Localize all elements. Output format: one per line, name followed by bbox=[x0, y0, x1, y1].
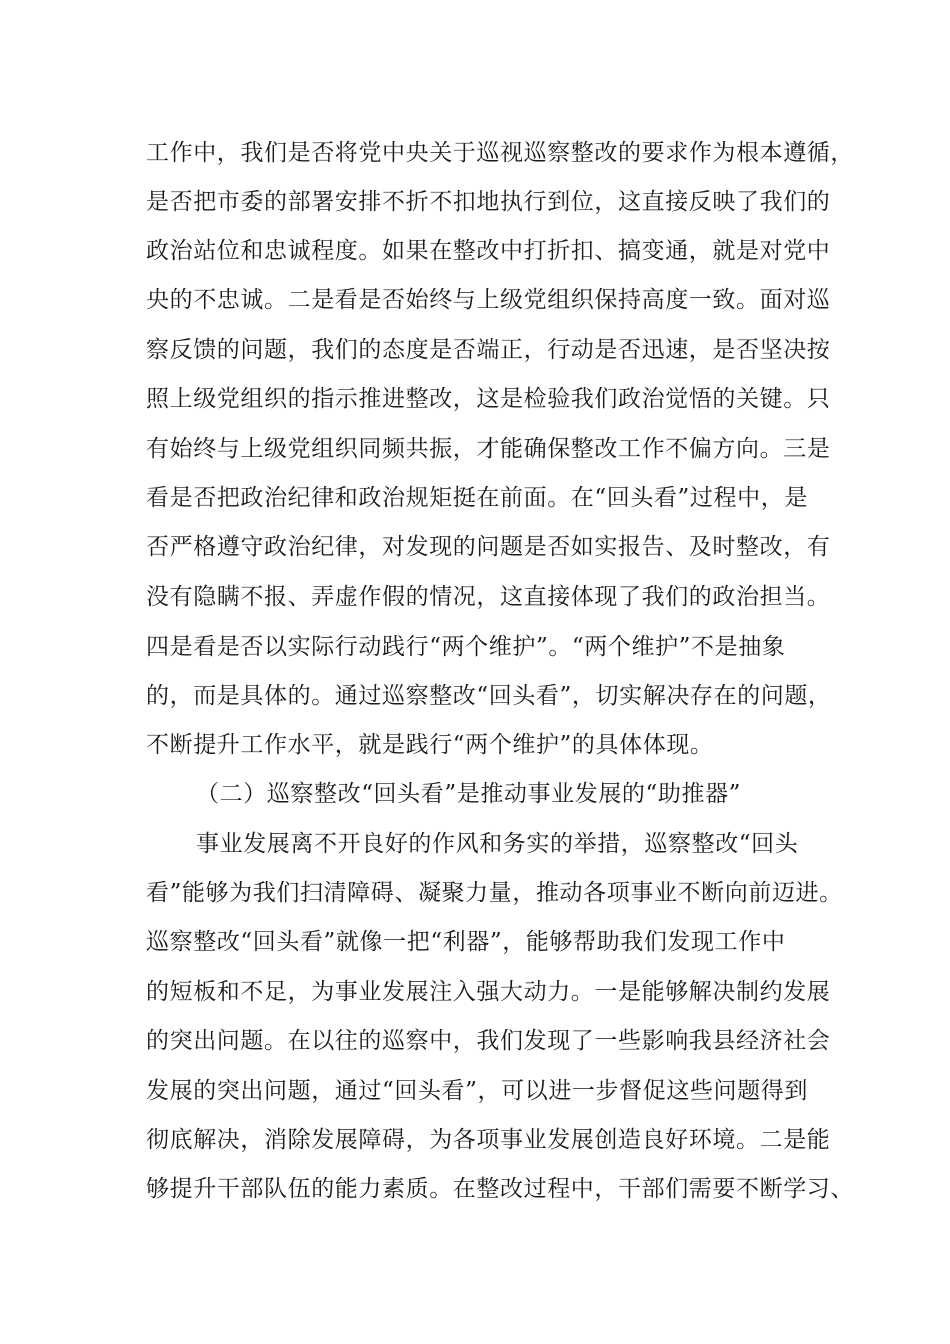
text-line: 照上级党组织的指示推进整改，这是检验我们政治觉悟的关键。只 bbox=[146, 386, 831, 412]
text-line: 的，而是具体的。通过巡察整改“回头看”，切实解决存在的问题， bbox=[146, 683, 832, 709]
text-line: 没有隐瞒不报、弄虚作假的情况，这直接体现了我们的政治担当。 bbox=[146, 584, 831, 610]
text-line: 不断提升工作水平，就是践行“两个维护”的具体体现。 bbox=[146, 732, 714, 758]
text-line: 巡察整改“回头看”就像一把“利器”，能够帮助我们发现工作中 bbox=[146, 929, 786, 955]
text-line: 发展的突出问题，通过“回头看”，可以进一步督促这些问题得到 bbox=[146, 1078, 808, 1104]
text-line: 否严格遵守政治纪律，对发现的问题是否如实报告、及时整改，有 bbox=[146, 534, 831, 560]
text-line: 工作中，我们是否将党中央关于巡视巡察整改的要求作为根本遵循， bbox=[146, 140, 854, 166]
text-line: 有始终与上级党组织同频共振，才能确保整改工作不偏方向。三是 bbox=[146, 436, 831, 462]
text-line: 的突出问题。在以往的巡察中，我们发现了一些影响我县经济社会 bbox=[146, 1028, 831, 1054]
section-heading: （二）巡察整改“回头看”是推动事业发展的“助推器” bbox=[196, 781, 742, 807]
text-line: 的短板和不足，为事业发展注入强大动力。一是能够解决制约发展 bbox=[146, 979, 831, 1005]
text-line: 看是否把政治纪律和政治规矩挺在前面。在“回头看”过程中，是 bbox=[146, 485, 808, 511]
text-line: 察反馈的问题，我们的态度是否端正，行动是否迅速，是否坚决按 bbox=[146, 337, 831, 363]
text-line: 四是看是否以实际行动践行“两个维护”。“两个维护”不是抽象 bbox=[146, 634, 786, 660]
text-line: 是否把市委的部署安排不折不扣地执行到位，这直接反映了我们的 bbox=[146, 189, 831, 215]
text-line: 央的不忠诚。二是看是否始终与上级党组织保持高度一致。面对巡 bbox=[146, 287, 831, 313]
text-line: 事业发展离不开良好的作风和务实的举措，巡察整改“回头 bbox=[196, 831, 799, 857]
text-line: 看”能够为我们扫清障碍、凝聚力量，推动各项事业不断向前迈进。 bbox=[146, 880, 843, 906]
text-line: 彻底解决，消除发展障碍，为各项事业发展创造良好环境。二是能 bbox=[146, 1127, 831, 1153]
text-line: 够提升干部队伍的能力素质。在整改过程中，干部们需要不断学习、 bbox=[146, 1176, 854, 1202]
text-line: 政治站位和忠诚程度。如果在整改中打折扣、搞变通，就是对党中 bbox=[146, 238, 831, 264]
